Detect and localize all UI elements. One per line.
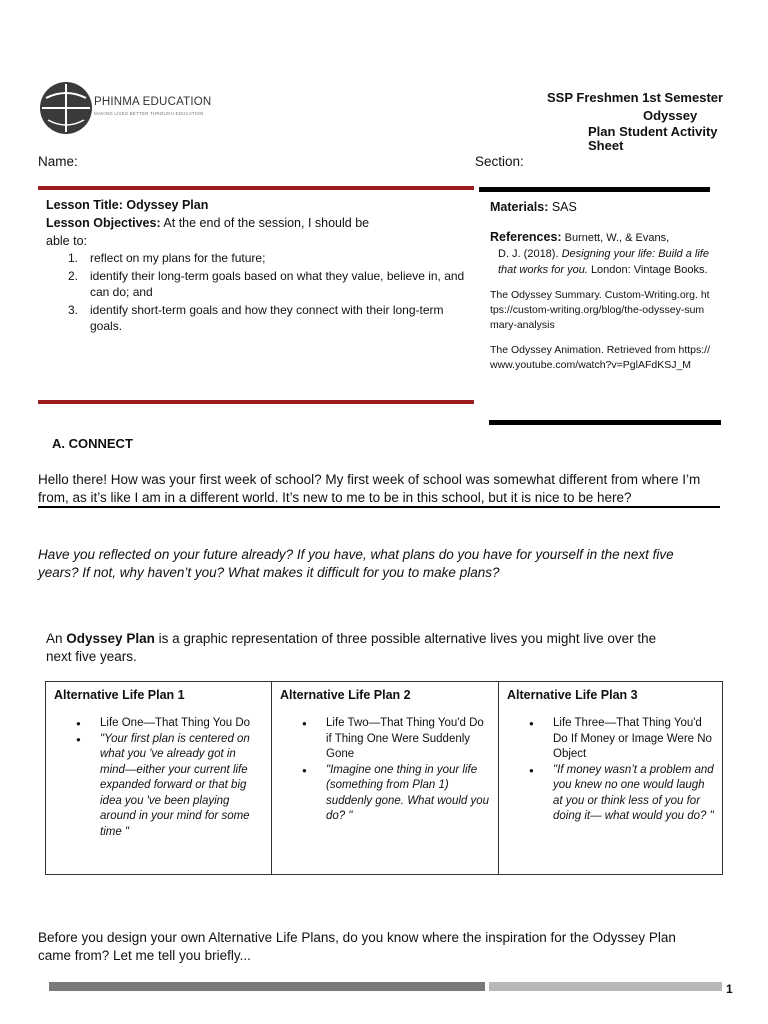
bottom-red-divider xyxy=(38,400,474,404)
plan-item: ● Life Two—That Thing You'd Do if Thing One Were Suddenly Gone xyxy=(280,716,490,763)
plan-cell-3 xyxy=(499,682,723,875)
odyssey-intro: An Odyssey Plan is a graphic representation of three possible alternative lives you might live over the next five years. xyxy=(46,631,657,664)
objective-item: 2. identify their long-term goals based on what they value, believe in, and can do; and xyxy=(68,269,465,299)
plan-title: Alternative Life Plan 1 xyxy=(54,688,185,702)
plan-title: Alternative Life Plan 3 xyxy=(507,688,638,702)
plan-quote: ● "Your first plan is centered on what you 've already got in mind—either your current life expanded forward or that big idea you 've been playing around in your mind for some time " xyxy=(54,732,263,841)
alternative-plans-table xyxy=(45,681,723,875)
ref3: The Odyssey Animation. Retrieved from https://www.youtube.com/watch?v=PglAFdKSJ_M xyxy=(490,344,711,371)
reflection-question: Have you reflected on your future already? If you have, what plans do you have for yourself in the next five years? If not, why haven’t you? What makes it difficult for you to make plans? xyxy=(38,547,674,580)
answer-underline xyxy=(38,506,720,508)
objectives-list xyxy=(46,250,466,334)
top-black-divider xyxy=(479,187,710,192)
footer-bar-dark xyxy=(49,982,485,991)
ref1-publisher: London: Vintage Books. xyxy=(590,264,708,276)
lesson-title-value: Odyssey Plan xyxy=(126,198,209,212)
title-line-3: Sheet xyxy=(588,138,624,153)
plan-quote: ● "Imagine one thing in your life (something from Plan 1) suddenly gone. What would you do? " xyxy=(280,763,490,825)
lesson-block xyxy=(46,196,466,336)
materials-value: SAS xyxy=(551,200,577,214)
title-line-2: Plan Student Activity xyxy=(588,124,718,139)
references-label: References: xyxy=(490,230,562,244)
materials-label: Materials: xyxy=(490,200,549,214)
bottom-black-divider xyxy=(489,420,721,425)
odyssey-plan-term: Odyssey Plan xyxy=(66,631,155,646)
answer-line-1: Hello there! How was your first week of school? My first week of school was somewhat different from where I’m xyxy=(38,472,701,487)
title-line-1: Odyssey xyxy=(643,108,698,123)
objectives-label: Lesson Objectives: xyxy=(46,216,161,230)
plan-item: ● Life Three—That Thing You'd Do If Money or Image Were No Object xyxy=(507,716,714,763)
name-label: Name: xyxy=(38,154,78,169)
objectives-intro: At the end of the session, I should be xyxy=(163,216,370,230)
objective-item: 1. reflect on my plans for the future; xyxy=(68,251,266,265)
materials xyxy=(490,200,720,214)
page-number: 1 xyxy=(726,982,733,996)
objectives-intro-b: able to: xyxy=(46,234,88,248)
ref1-year: D. J. (2018). xyxy=(498,248,559,260)
plan-cell-2 xyxy=(272,682,499,875)
connect-heading: A. CONNECT xyxy=(52,436,133,451)
plan-title: Alternative Life Plan 2 xyxy=(280,688,411,702)
ref2: The Odyssey Summary. Custom-Writing.org. https://custom-writing.org/blog/the-odyssey-summary-analysis xyxy=(490,289,710,331)
lesson-title-label: Lesson Title: xyxy=(46,198,123,212)
section-label: Section: xyxy=(475,154,524,169)
footer-bar-light xyxy=(489,982,722,991)
references xyxy=(490,229,710,373)
answer-line-2: from, as it’s like I am in a different world. It’s new to me to be in this school, but it is nice to be here? xyxy=(38,490,632,505)
ref1-authors: Burnett, W., & Evans, xyxy=(564,232,670,244)
plan-quote: ● "If money wasn’t a problem and you knew no one would laugh at you or think less of you for doing it— what would you do? " xyxy=(507,763,714,825)
course-line: SSP Freshmen 1st Semester xyxy=(547,90,724,105)
logo-tagline: MAKING LIVES BETTER THROUGH EDUCATION xyxy=(94,111,204,116)
top-red-divider xyxy=(38,186,474,190)
objective-item: 3. identify short-term goals and how they connect with their long-term goals. xyxy=(68,303,444,333)
plan-item: ● Life One—That Thing You Do xyxy=(54,716,263,732)
ref1-title: Designing your life: Build a life that works for you. xyxy=(498,248,709,276)
phinma-logo-icon xyxy=(38,80,94,136)
closing-paragraph: Before you design your own Alternative Life Plans, do you know where the inspiration for the Odyssey Plan came from? Let me tell you briefly... xyxy=(38,930,676,963)
plan-cell-1 xyxy=(46,682,272,875)
logo-name: PHINMA EDUCATION xyxy=(94,96,212,108)
